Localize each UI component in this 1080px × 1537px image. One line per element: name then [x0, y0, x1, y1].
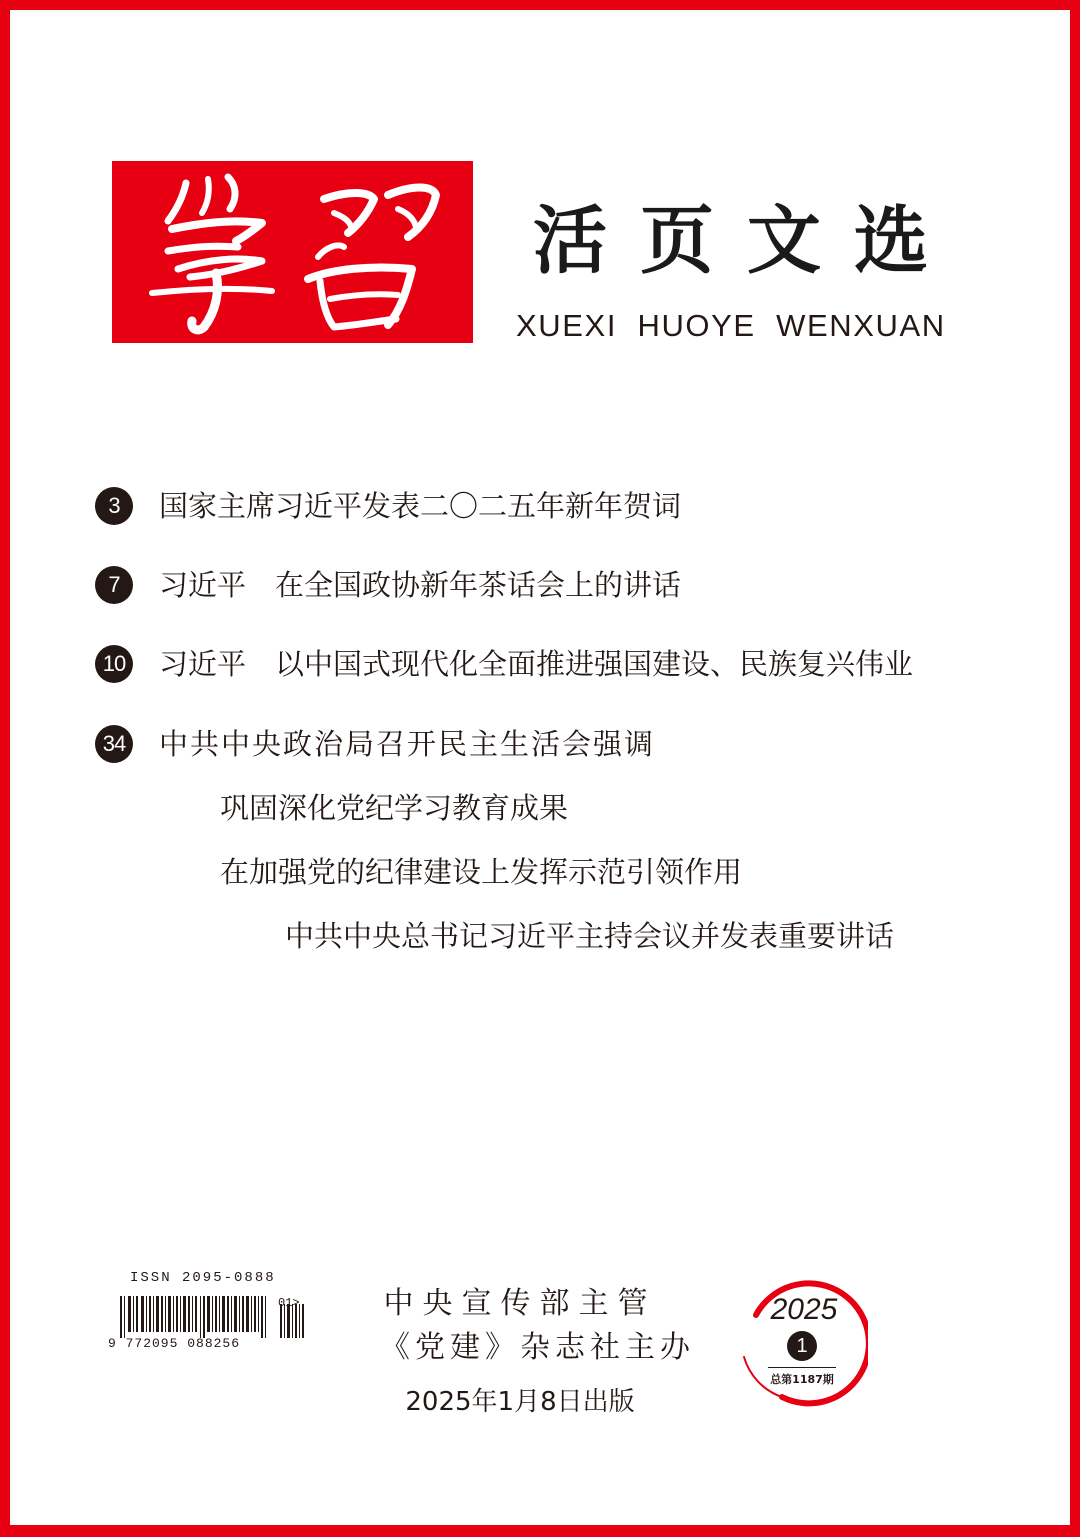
magazine-title-chinese: 活页文选	[533, 198, 961, 284]
publisher-sponsor: 《党建》杂志社主办	[380, 1330, 695, 1365]
issue-badge	[736, 1275, 868, 1407]
barcode-digits: 9 772095 088256	[108, 1336, 241, 1351]
xuexi-calligraphy-logo	[112, 161, 473, 343]
issn-label: ISSN 2095-0888	[130, 1270, 276, 1286]
toc-page-number: 34	[95, 725, 133, 763]
barcode-addon-number: 01>	[278, 1296, 300, 1310]
publisher-supervisor: 中央宣传部主管	[383, 1286, 657, 1321]
issue-number: 1	[787, 1331, 817, 1361]
issn-barcode	[108, 1270, 323, 1352]
toc-page-number: 3	[95, 487, 133, 525]
issue-year: 2025	[770, 1293, 838, 1326]
toc-subtitle: 在加强党的纪律建设上发挥示范引领作用	[220, 855, 743, 889]
magazine-title-pinyin: XUEXI HUOYE WENXUAN	[516, 308, 946, 343]
toc-title: 国家主席习近平发表二〇二五年新年贺词	[159, 489, 682, 523]
toc-title: 习近平 以中国式现代化全面推进强国建设、民族复兴伟业	[159, 647, 914, 681]
issue-total-count: 总第1187期	[770, 1373, 834, 1386]
toc-subtitle: 巩固深化党纪学习教育成果	[220, 791, 569, 825]
toc-title: 习近平 在全国政协新年茶话会上的讲话	[159, 568, 682, 602]
publication-date: 2025年1月8日出版	[405, 1387, 635, 1417]
issue-divider	[768, 1367, 836, 1368]
toc-title: 中共中央政治局召开民主生活会强调	[159, 727, 656, 761]
toc-page-number: 10	[95, 645, 133, 683]
toc-page-number: 7	[95, 566, 133, 604]
toc-byline: 中共中央总书记习近平主持会议并发表重要讲话	[285, 919, 895, 953]
calligraphy-logo-graphic	[112, 161, 473, 343]
